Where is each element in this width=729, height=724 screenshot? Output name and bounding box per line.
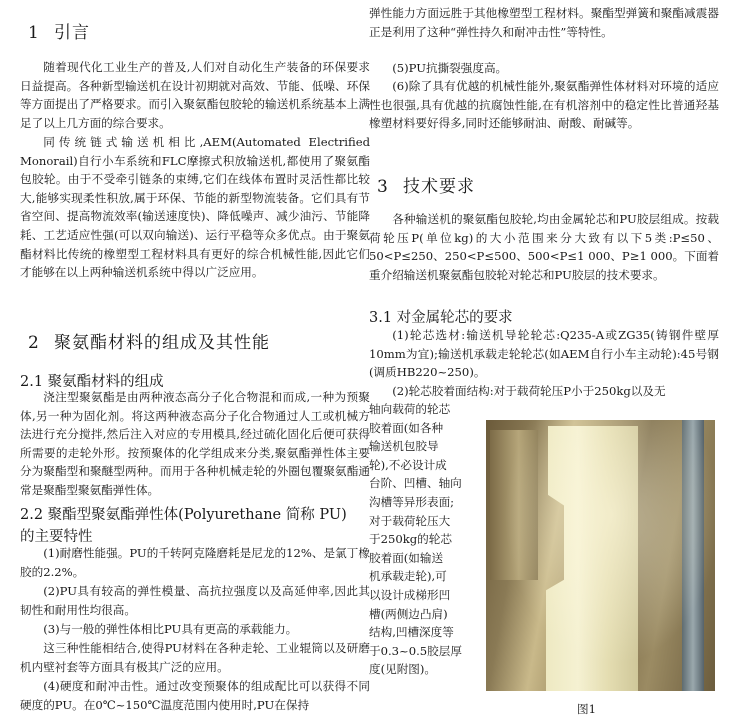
wrapped-line: 于250kg的轮芯 xyxy=(369,532,452,547)
section-3-title: 技术要求 xyxy=(403,177,475,197)
wrapped-line: 槽(两侧边凸肩) xyxy=(369,606,448,621)
wrapped-line: 轴向载荷的轮芯 xyxy=(369,402,451,416)
wrapped-line: 于0.3~0.5胶层厚 xyxy=(369,643,462,658)
property-item-4-continued: 弹性能力方面远胜于其他橡塑型工程材料。聚酯型弹簧和聚酯减震器正是利用了这种“弹性持久和耐冲击性”等特性。 xyxy=(369,6,719,39)
section-1-title: 引言 xyxy=(54,23,90,43)
wrapped-line: 结构,凹槽深度等 xyxy=(369,625,454,640)
property-item-1: (1)耐磨性能强。PU的千转阿克隆磨耗是尼龙的12%、是氯丁橡胶的2.2%。 xyxy=(20,546,370,579)
wrapped-line: 胶着面(如输送 xyxy=(369,550,444,565)
section-2-number: 2 xyxy=(28,333,40,353)
intro-paragraph-1: 随着现代化工业生产的普及,人们对自动化生产装备的环保要求日益提高。各种新型输送机在设计初期就对高效、节能、低噪、环保等方面提出了严格要求。而引入聚氨酯包胶轮的输送机系统基本上满足了以上几方面的综合要求。 xyxy=(20,60,370,130)
section-1-number: 1 xyxy=(28,23,40,43)
photo-light-glow xyxy=(486,420,715,691)
section-2-title: 聚氨酯材料的组成及其性能 xyxy=(54,333,270,353)
property-item-6: (6)除了具有优越的机械性能外,聚氨酯弹性体材料对环境的适应性也很强,具有优越的抗腐蚀性能,在有机溶剂中的稳定性比普通羟基橡塑材料要好得多,同时还能够耐油、耐酸、耐碱等。 xyxy=(369,79,719,131)
wrapped-line: 对于载荷轮压大 xyxy=(369,513,451,528)
wrapped-line: 轮),不必设计成 xyxy=(369,457,447,472)
wrapped-line: 胶着面(如各种 xyxy=(369,420,444,435)
wrapped-line: 机承载走轮),可 xyxy=(369,569,447,584)
wrapped-line: 以设计成梯形凹 xyxy=(369,587,451,602)
requirement-item-2-line1: (2)轮芯胶着面结构:对于载荷轮压P小于250kg以及无 xyxy=(392,384,666,398)
wrapped-line: 输送机包胶导 xyxy=(369,439,439,454)
section-3-heading xyxy=(377,172,475,197)
figure-caption: 图1 xyxy=(577,702,596,716)
paragraph-2-1: 浇注型聚氨酯是由两种液态高分子化合物混和而成,一种为预聚体,另一种为固化剂。将这两种液态高分子化合物通过人工或机械方法进行充分搅拌,然后注入对应的专用模具,经过硫化固化后便可获得所需要的走轮外形。按预聚体的化学组成来分类,聚氨酯弹性体主要分为聚酯型和聚醚型两种。而用于各种机械走轮的外圈包覆聚氨酯通常是聚酯型聚氨酯弹性体。 xyxy=(20,390,370,497)
property-item-5: (5)PU抗撕裂强度高。 xyxy=(392,61,508,75)
wrapped-line: 沟槽等异形表面; xyxy=(369,494,455,509)
subsection-2-2-title-line2: 的主要特性 xyxy=(20,529,93,545)
intro-paragraph-2: 同传统链式输送机相比,AEM(Automated Electrified Monorail)自行小车系统和FLC摩擦式积放输送机,都使用了聚氨酯包胶轮。由于不受牵引链条的束缚,它们在线体布置时灵活性都比较大,能够实现柔性积放,属于环保、节能的新型物流装备。它们具有节省空间、提高物流效率(输送速度快)、降低噪声、减少油污、节能降耗、工艺适应性强(可以双向输送)、运行平稳等众多优点。由于聚氨酯材料比传统的橡塑型工程材料具有更好的综合机械性能,因此它们才能够在以上两种输送机系统中得以广泛应用。 xyxy=(20,135,371,280)
property-item-2: (2)PU具有较高的弹性模量、高抗拉强度以及高延伸率,因此其韧性和耐用性均很高。 xyxy=(20,584,370,617)
section-3-number: 3 xyxy=(377,177,389,197)
wrapped-line: 台阶、凹槽、轴向 xyxy=(369,476,462,491)
requirement-item-2-wrapped-text xyxy=(369,400,481,679)
property-item-4: (4)硬度和耐冲击性。通过改变预聚体的组成配比可以获得不同硬度的PU。在0℃~150℃温度范围内使用时,PU在保持 xyxy=(20,679,370,712)
wrapped-line: 度(见附图)。 xyxy=(369,662,437,677)
wheel-photo-figure xyxy=(486,420,715,691)
requirement-item-1: (1)轮芯选材:输送机导轮轮芯:Q235-A或ZG35(铸钢件壁厚10mm为宜);输送机承载走轮轮芯(如AEM自行小车主动轮):45号钢(调质HB220~250)。 xyxy=(369,328,719,380)
subsection-2-2-title-line1: 2.2 聚酯型聚氨酯弹性体(Polyurethane 简称 PU) xyxy=(20,507,347,523)
property-item-3-note: 这三种性能相结合,使得PU材料在各种走轮、工业辊筒以及研磨机内壁衬套等方面具有极其广泛的应用。 xyxy=(20,641,370,674)
section-1-heading xyxy=(28,18,90,43)
property-item-3: (3)与一般的弹性体相比PU具有更高的承载能力。 xyxy=(43,622,298,636)
paragraph-3: 各种输送机的聚氨酯包胶轮,均由金属轮芯和PU胶层组成。按载荷轮压P(单位kg)的大小范围来分大致有以下5类:P≤50、50<P≤250、250<P≤500、500<P≤1 000、P≥1 000。下面着重介绍输送机聚氨酯包胶轮对轮芯和PU胶层的技术要求。 xyxy=(369,212,720,282)
subsection-3-1-title: 3.1 对金属轮芯的要求 xyxy=(369,310,513,326)
subsection-2-1-title: 2.1 聚氨酯材料的组成 xyxy=(20,374,164,390)
section-2-heading xyxy=(28,328,270,353)
